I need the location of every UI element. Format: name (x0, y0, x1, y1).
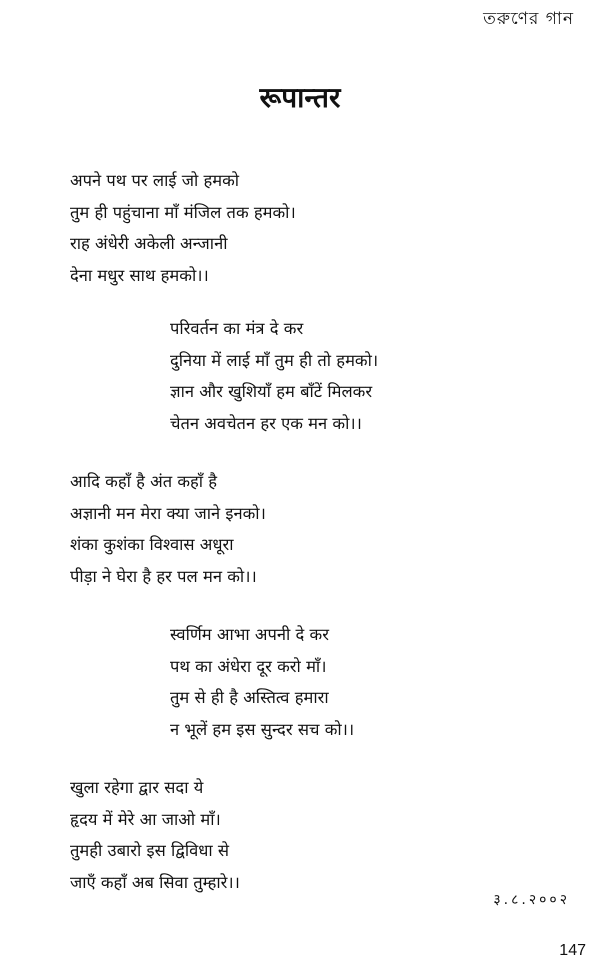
poem-line: राह अंधेरी अकेली अन्जानी (70, 234, 228, 253)
poem-line: चेतन अवचेतन हर एक मन को।। (170, 413, 362, 433)
stanza-2 (170, 313, 378, 439)
stanza-3 (70, 466, 266, 592)
poem-line: अज्ञानी मन मेरा क्या जाने इनको। (70, 503, 266, 523)
poem-line: खुला रहेगा द्वार सदा ये (70, 778, 204, 797)
running-header: তরুণের গান (483, 9, 574, 29)
poem-line: न भूलें हम इस सुन्दर सच को।। (170, 719, 355, 739)
poem-date: ३.८.२००२ (493, 892, 570, 908)
poem-line: पीड़ा ने घेरा है हर पल मन को।। (70, 566, 257, 586)
poem-title: रूपान्तर (259, 81, 341, 114)
poem-line: तुम से ही है अस्तित्व हमारा (170, 688, 329, 707)
poem-line: देना मधुर साथ हमको।। (70, 265, 209, 285)
poem-line: आदि कहाँ है अंत कहाँ है (70, 472, 218, 491)
stanza-1 (70, 165, 296, 291)
stanza-5 (70, 772, 240, 898)
poem-line: तुमही उबारो इस द्विविधा से (70, 841, 230, 860)
poem-line: पथ का अंधेरा दूर करो माँ। (170, 656, 327, 676)
poem-line: स्वर्णिम आभा अपनी दे कर (170, 625, 329, 644)
poem-line: तुम ही पहुंचाना माँ मंजिल तक हमको। (70, 202, 296, 222)
stanza-4 (170, 619, 354, 745)
poem-line: शंका कुशंका विश्वास अधूरा (70, 535, 234, 554)
page-number: 147 (559, 942, 586, 959)
poem-line: हृदय में मेरे आ जाओ माँ। (70, 809, 221, 829)
poem-line: ज्ञान और खुशियाँ हम बाँटें मिलकर (170, 382, 373, 401)
poem-line: जाएँ कहाँ अब सिवा तुम्हारे।। (70, 872, 240, 892)
poem-line: परिवर्तन का मंत्र दे कर (170, 319, 304, 338)
poem-line: अपने पथ पर लाई जो हमको (70, 171, 240, 190)
poem-line: दुनिया में लाई माँ तुम ही तो हमको। (170, 350, 379, 370)
